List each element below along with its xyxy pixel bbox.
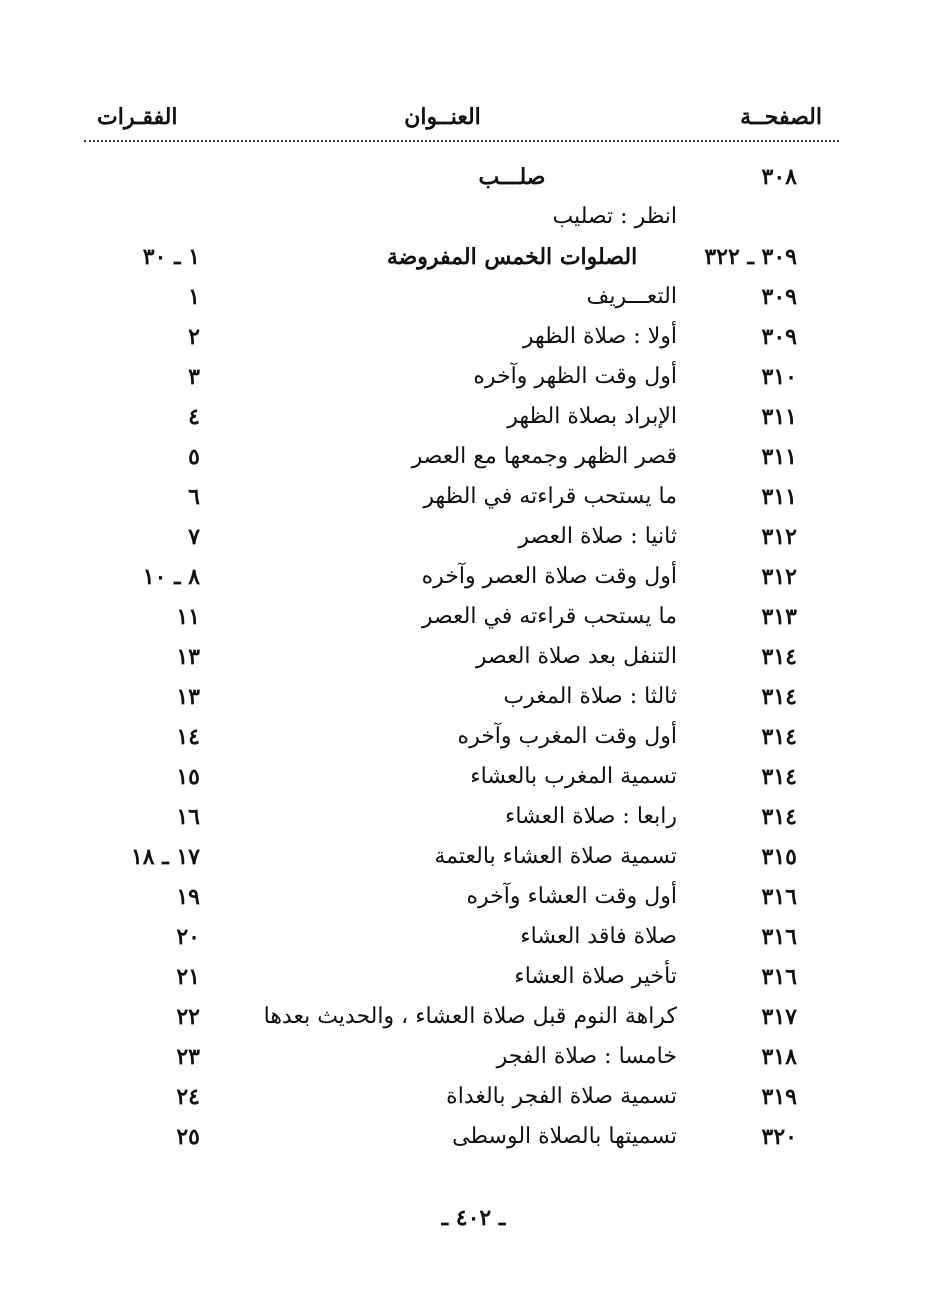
- entry-paragraphs: ٢٢: [176, 1004, 200, 1030]
- entry-page-number: ٣١٣: [761, 604, 797, 630]
- index-row: [0, 600, 947, 640]
- entry-page-number: ٣١٤: [761, 644, 797, 670]
- entry-paragraphs: ٢٤: [176, 1084, 200, 1110]
- entry-page-number: ٣١١: [761, 484, 797, 510]
- entry-title: ثانيا : صلاة العصر: [518, 524, 677, 549]
- index-row: [0, 960, 947, 1000]
- entry-page-number: ٣١٦: [761, 964, 797, 990]
- entry-page-number: ٣٠٩: [761, 284, 797, 310]
- index-row: [0, 680, 947, 720]
- entry-title: تسميتها بالصلاة الوسطى: [452, 1124, 677, 1149]
- index-row: [0, 800, 947, 840]
- entry-title: التنفل بعد صلاة العصر: [475, 644, 677, 669]
- header-paragraphs-label: الفقـرات: [97, 104, 178, 130]
- index-row: [0, 1040, 947, 1080]
- entry-paragraphs: ١١: [176, 604, 200, 630]
- entry-paragraphs: ١٥: [176, 764, 200, 790]
- index-row: [0, 720, 947, 760]
- index-row: [0, 560, 947, 600]
- entry-title: الإبراد بصلاة الظهر: [507, 404, 677, 429]
- entry-title: أول وقت المغرب وآخره: [457, 724, 677, 749]
- entry-paragraphs: ١: [188, 284, 200, 310]
- dotted-divider: [84, 140, 839, 142]
- entry-title: كراهة النوم قبل صلاة العشاء ، والحديث بعدها: [263, 1004, 677, 1029]
- entry-title: صلاة فاقد العشاء: [520, 924, 677, 949]
- entry-title: ثالثا : صلاة المغرب: [503, 684, 677, 709]
- index-row: [0, 360, 947, 400]
- entry-page-number: ٣١٢: [761, 524, 797, 550]
- entry-paragraphs: ١٧ ـ ١٨: [130, 844, 200, 870]
- entry-paragraphs: ٤: [188, 404, 200, 430]
- entry-page-number: ٣١٠: [761, 364, 797, 390]
- index-row: [0, 200, 947, 240]
- index-row: [0, 160, 947, 200]
- entry-paragraphs: ٢٥: [176, 1124, 200, 1150]
- entry-page-number: ٣١٤: [761, 684, 797, 710]
- entry-title: ما يستحب قراءته في الظهر: [423, 484, 677, 509]
- entry-page-number: ٣٢٠: [761, 1124, 797, 1150]
- entry-page-number: ٣١٤: [761, 764, 797, 790]
- entry-title: أولا : صلاة الظهر: [522, 324, 677, 349]
- entry-title: صلـــب: [478, 164, 546, 190]
- entry-title: أول وقت صلاة العصر وآخره: [421, 564, 677, 589]
- entry-page-number: ٣١١: [761, 404, 797, 430]
- entry-paragraphs: ٢٠: [176, 924, 200, 950]
- entry-page-number: ٣١٨: [761, 1044, 797, 1070]
- entry-title: انظر : تصليب: [552, 204, 677, 229]
- entry-paragraphs: ٢٣: [176, 1044, 200, 1070]
- entry-page-number: ٣١٩: [761, 1084, 797, 1110]
- entry-paragraphs: ١٦: [176, 804, 200, 830]
- entry-page-number: ٣١٤: [761, 804, 797, 830]
- entry-title: تسمية صلاة الفجر بالغداة: [446, 1084, 677, 1109]
- index-row: [0, 440, 947, 480]
- entry-paragraphs: ٣: [188, 364, 200, 390]
- table-header: [0, 96, 947, 140]
- entry-page-number: ٣٠٩ ـ ٣٢٢: [704, 244, 797, 270]
- entry-page-number: ٣١٤: [761, 724, 797, 750]
- entry-page-number: ٣١٦: [761, 924, 797, 950]
- entry-title: تسمية المغرب بالعشاء: [470, 764, 677, 789]
- header-title-label: العنــوان: [404, 104, 481, 130]
- entry-title: أول وقت الظهر وآخره: [473, 364, 677, 389]
- entry-title: قصر الظهر وجمعها مع العصر: [411, 444, 677, 469]
- entry-paragraphs: ١٤: [176, 724, 200, 750]
- index-row: [0, 840, 947, 880]
- entry-title: خامسا : صلاة الفجر: [496, 1044, 677, 1069]
- index-row: [0, 1080, 947, 1120]
- entry-page-number: ٣٠٩: [761, 324, 797, 350]
- entry-title: التعـــريف: [586, 284, 677, 309]
- entry-paragraphs: ٢: [188, 324, 200, 350]
- index-row: [0, 400, 947, 440]
- header-page-label: الصفحــة: [740, 104, 822, 130]
- index-row: [0, 880, 947, 920]
- entry-paragraphs: ٨ ـ ١٠: [142, 564, 200, 590]
- entry-title: ما يستحب قراءته في العصر: [421, 604, 677, 629]
- entry-title: الصلوات الخمس المفروضة: [386, 244, 638, 270]
- index-row: [0, 760, 947, 800]
- entry-page-number: ٣١١: [761, 444, 797, 470]
- entry-paragraphs: ١٣: [176, 684, 200, 710]
- entry-page-number: ٣٠٨: [761, 164, 797, 190]
- entry-title: أول وقت العشاء وآخره: [466, 884, 677, 909]
- entry-paragraphs: ٦: [188, 484, 200, 510]
- entry-page-number: ٣١٧: [761, 1004, 797, 1030]
- index-row: [0, 280, 947, 320]
- index-row: [0, 920, 947, 960]
- index-row: [0, 640, 947, 680]
- entry-paragraphs: ٧: [188, 524, 200, 550]
- page-number: ـ ٤٠٢ ـ: [441, 1205, 506, 1231]
- entry-paragraphs: ١٣: [176, 644, 200, 670]
- entry-page-number: ٣١٢: [761, 564, 797, 590]
- entry-title: تسمية صلاة العشاء بالعتمة: [434, 844, 677, 869]
- index-row: [0, 480, 947, 520]
- index-row: [0, 240, 947, 280]
- entry-paragraphs: ١ ـ ٣٠: [142, 244, 200, 270]
- entry-paragraphs: ٥: [188, 444, 200, 470]
- entry-page-number: ٣١٦: [761, 884, 797, 910]
- entry-paragraphs: ٢١: [176, 964, 200, 990]
- entry-page-number: ٣١٥: [761, 844, 797, 870]
- entry-title: رابعا : صلاة العشاء: [504, 804, 677, 829]
- entry-title: تأخير صلاة العشاء: [514, 964, 677, 989]
- index-row: [0, 1000, 947, 1040]
- index-row: [0, 320, 947, 360]
- entry-paragraphs: ١٩: [176, 884, 200, 910]
- index-row: [0, 520, 947, 560]
- index-row: [0, 1120, 947, 1160]
